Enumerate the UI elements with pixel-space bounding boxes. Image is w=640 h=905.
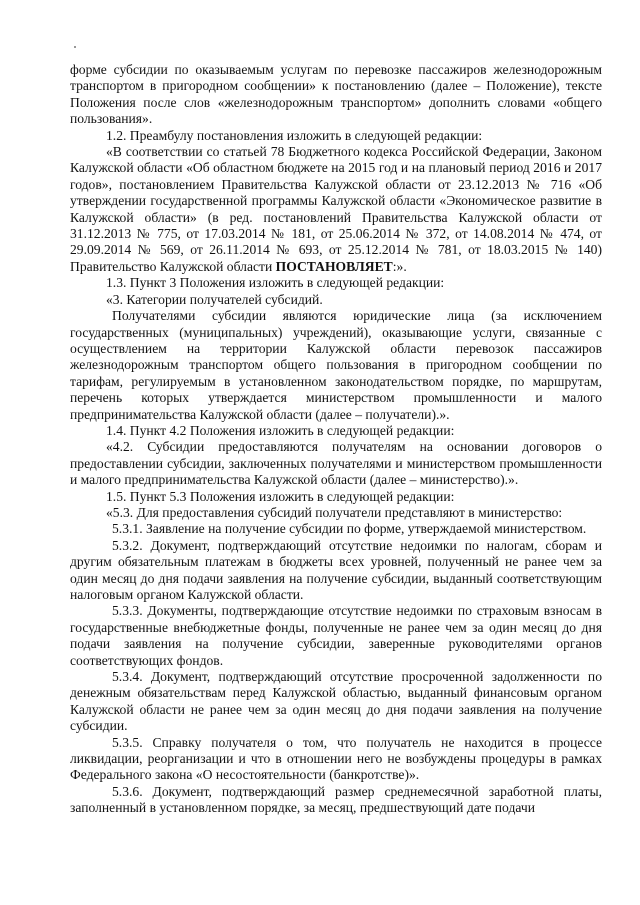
paragraph-5-3-3: 5.3.3. Документы, подтверждающие отсутствие недоимки по страховым взносам в государственные внебюджетные фонды, полученные не ранее чем за один месяц до дня подачи заявления на получение субсидии, заверенные руководителями органов соответствующих фондов. xyxy=(70,603,602,668)
document-page xyxy=(70,62,602,817)
paragraph-3-title: «3. Категории получателей субсидий. xyxy=(106,291,323,307)
paragraph-5-3-4: 5.3.4. Документ, подтверждающий отсутствие просроченной задолженности по денежным обязательствам перед Калужской областью, выданный финансовым органом Калужской области не ранее чем за один месяц до дня подачи заявления на получение субсидии. xyxy=(70,669,602,734)
scan-speck xyxy=(74,46,76,48)
paragraph-5-3-5: 5.3.5. Справку получателя о том, что получатель не находится в процессе ликвидации, реорганизации и что в отношении него не возбуждены процедуры в рамках Федерального закона «О несостоятельности (банкротстве)». xyxy=(70,734,602,783)
preamble-tail: :». xyxy=(392,258,407,274)
paragraph-1-4-heading: 1.4. Пункт 4.2 Положения изложить в следующей редакции: xyxy=(106,422,455,438)
paragraph-1-5-heading: 1.5. Пункт 5.3 Положения изложить в следующей редакции: xyxy=(106,488,455,504)
paragraph-continuation: форме субсидии по оказываемым услугам по перевозке пассажиров железнодорожным транспортом в пригородном сообщении» к постановлению (далее – Положение), тексте Положения после слов «железнодорожным транспортом» дополнить словами «общего пользования». xyxy=(70,62,602,127)
paragraph-preamble xyxy=(70,144,602,275)
paragraph-5-3-2: 5.3.2. Документ, подтверждающий отсутствие недоимки по налогам, сборам и другим обязательным платежам в бюджеты всех уровней, полученный не ранее чем за один месяц до дня подачи заявления на получение субсидии, выданный соответствующим налоговым органом Калужской области. xyxy=(70,537,602,602)
paragraph-5-3: «5.3. Для предоставления субсидий получатели представляют в министерство: xyxy=(106,504,563,520)
paragraph-1-2-heading: 1.2. Преамбулу постановления изложить в следующей редакции: xyxy=(106,127,483,143)
paragraph-5-3-6: 5.3.6. Документ, подтверждающий размер среднемесячной заработной платы, заполненный в установленном порядке, за месяц, предшествующий дате подачи xyxy=(70,783,602,816)
preamble-text: «В соответствии со статьей 78 Бюджетного кодекса Российской Федерации, Законом Калужской области «Об областном бюджете на 2015 год и на плановый период 2016 и 2017 годов», постановлением Правительства Калужской области от 23.12.2013 № 716 «Об утверждении государственной программы Калужской области «Экономическое развитие в Калужской области» (в ред. постановлений Правительства Калужской области от 31.12.2013 № 775, от 17.03.2014 № 181, от 25.06.2014 № 372, от 14.08.2014 № 474, от 29.09.2014 № 569, от 26.11.2014 № 693, от 25.12.2014 № 781, от 18.03.2015 № 140) Правительство Калужской области xyxy=(70,144,602,274)
paragraph-1-3-heading: 1.3. Пункт 3 Положения изложить в следующей редакции: xyxy=(106,275,445,291)
paragraph-recipients: Получателями субсидии являются юридические лица (за исключением государственных (муниципальных) учреждений), оказывающие услуги, связанные с осуществлением на территории Калужской области перевозок пассажиров железнодорожным транспортом общего пользования в пригородном сообщении по тарифам, регулируемым в установленном законодательством порядке, по маршрутам, перечень которых утверждается министерством промышленности и малого предпринимательства Калужской области (далее – получатели).». xyxy=(70,308,602,422)
paragraph-5-3-1: 5.3.1. Заявление на получение субсидии по форме, утверждаемой министерством. xyxy=(112,521,587,537)
paragraph-4-2: «4.2. Субсидии предоставляются получателям на основании договоров о предоставлении субсидии, заключенных получателями и министерством промышленности и малого предпринимательства Калужской области (далее – министерство).». xyxy=(70,439,602,488)
preamble-bold-word: ПОСТАНОВЛЯЕТ xyxy=(275,258,393,274)
